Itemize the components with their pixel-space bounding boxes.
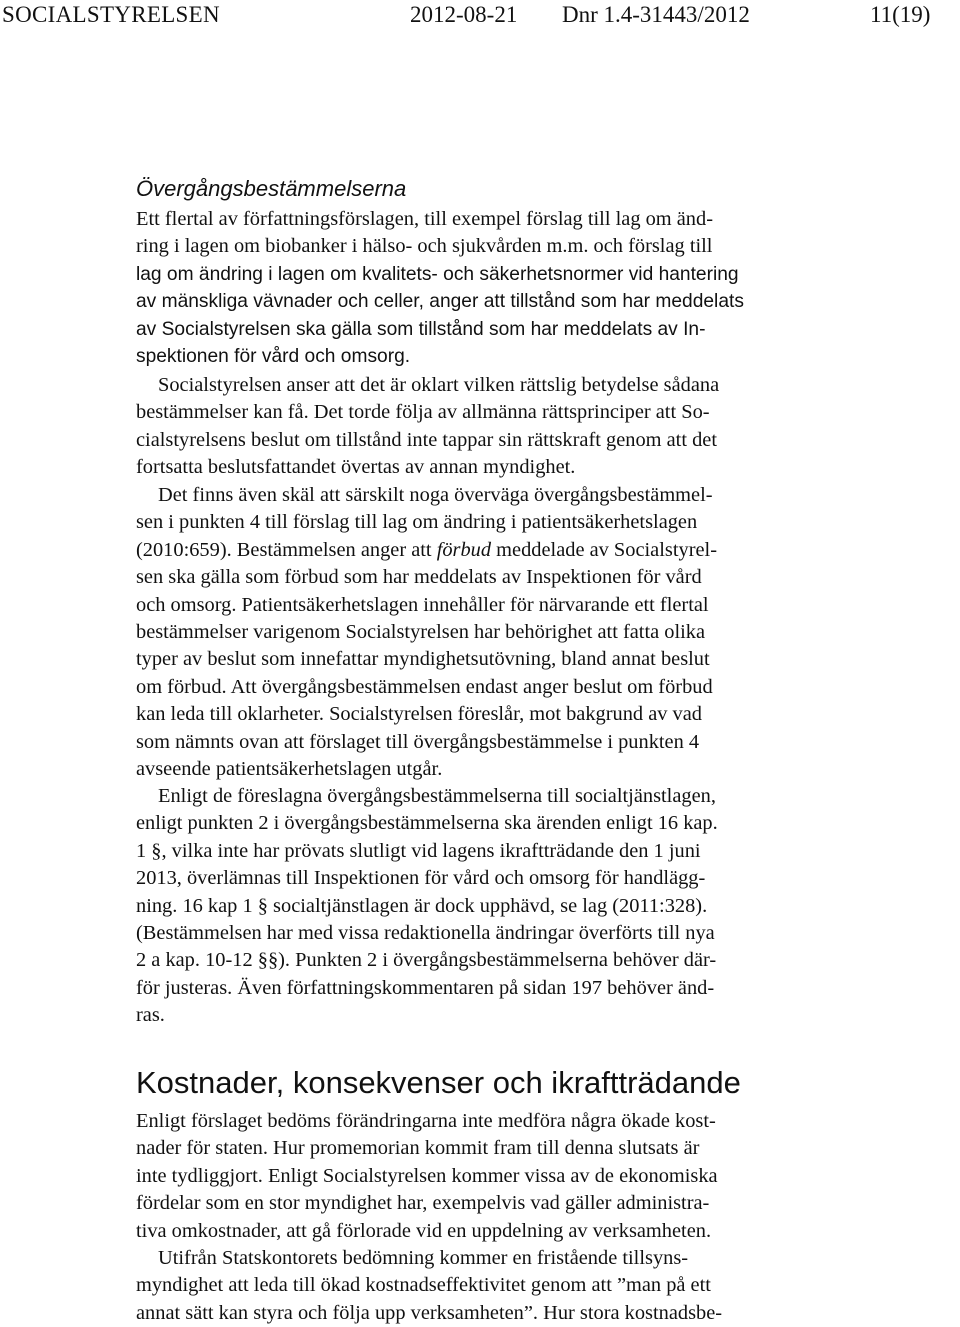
text-line: ring i lagen om biobanker i hälso- och sjukvården m.m. och förslag till xyxy=(136,235,713,258)
text-line: Socialstyrelsen anser att det är oklart vilken rättslig betydelse sådana xyxy=(158,374,720,396)
text-line: fördelar som en stor myndighet har, exempelvis vad gäller administra- xyxy=(136,1192,710,1215)
header-page-number: 11(19) xyxy=(870,2,931,27)
section-heading-costs: Kostnader, konsekvenser och ikraftträdande xyxy=(136,1065,741,1100)
paragraph-6 xyxy=(136,1245,816,1327)
text-line: ning. 16 kap 1 § socialtjänstlagen är dock upphävd, se lag (2011:328). xyxy=(136,894,708,917)
text-fragment: meddelade av Socialstyrel- xyxy=(491,538,717,561)
text-line: Ett flertal av författningsförslagen, till exempel förslag till lag om änd- xyxy=(136,208,713,230)
text-line: inte tydliggjort. Enligt Socialstyrelsen kommer vissa av de ekonomiska xyxy=(136,1164,718,1187)
text-line: lag om ändring i lagen om kvalitets- och säkerhetsnormer vid hantering xyxy=(136,263,739,285)
paragraph-1-sans-part xyxy=(136,261,816,371)
text-line: tiva omkostnader, att gå förlorade vid en uppdelning av verksamheten. xyxy=(136,1219,712,1242)
paragraph-1 xyxy=(136,206,816,370)
text-line: Det finns även skäl att särskilt noga överväga övergångsbestämmel- xyxy=(158,484,713,506)
paragraph-3 xyxy=(136,482,816,783)
page-header xyxy=(0,0,960,30)
text-line: myndighet att leda till ökad kostnadseffektivitet genom att ”man på ett xyxy=(136,1274,711,1297)
text-line: 1 §, vilka inte har prövats slutligt vid lagens ikraftträdande den 1 juni xyxy=(136,839,701,862)
text-line: typer av beslut som innefattar myndighetsutövning, bland annat beslut xyxy=(136,648,710,671)
text-line: spektionen för vård och omsorg. xyxy=(136,345,411,367)
text-line: bestämmelser varigenom Socialstyrelsen har behörighet att fatta olika xyxy=(136,620,706,643)
text-line: sen ska gälla som förbud som har meddelats av Inspektionen för vård xyxy=(136,566,702,589)
text-line: för justeras. Även författningskommentaren på sidan 197 behöver änd- xyxy=(136,976,715,999)
text-line: 2 a kap. 10-12 §§). Punkten 2 i övergångsbestämmelserna behöver där- xyxy=(136,949,717,972)
text-line: Enligt förslaget bedöms förändringarna inte medföra några ökade kost- xyxy=(136,1110,716,1132)
text-line: 2013, överlämnas till Inspektionen för vård och omsorg för handlägg- xyxy=(136,867,706,890)
header-date: 2012-08-21 xyxy=(410,2,518,27)
text-line: avseende patientsäkerhetslagen utgår. xyxy=(136,757,443,780)
text-line: om förbud. Att övergångsbestämmelsen endast anger beslut om förbud xyxy=(136,675,713,698)
text-fragment: (2010:659). Bestämmelsen anger att xyxy=(136,538,437,561)
text-line: av mänskliga vävnader och celler, anger att tillstånd som har meddelats xyxy=(136,291,744,313)
paragraph-2 xyxy=(136,372,816,482)
text-line: som nämnts ovan att förslaget till övergångsbestämmelse i punkten 4 xyxy=(136,730,700,753)
subheading-transitional-provisions: Övergångsbestämmelserna xyxy=(136,176,407,201)
text-line: nader för staten. Hur promemorian kommit fram till denna slutsats är xyxy=(136,1137,700,1160)
paragraph-5 xyxy=(136,1108,816,1245)
text-line: och omsorg. Patientsäkerhetslagen innehåller för närvarande ett flertal xyxy=(136,593,709,616)
italic-term: förbud xyxy=(436,538,492,561)
text-line: av Socialstyrelsen ska gälla som tillstånd som har meddelats av In- xyxy=(136,318,706,340)
text-line: cialstyrelsens beslut om tillstånd inte tappar sin rättskraft genom att det xyxy=(136,428,717,451)
text-line: (Bestämmelsen har med vissa redaktionella ändringar överförts till nya xyxy=(136,921,715,944)
text-line: Utifrån Statskontorets bedömning kommer en fristående tillsyns- xyxy=(158,1247,689,1269)
text-line: bestämmelser kan få. Det torde följa av allmänna rättsprinciper att So- xyxy=(136,401,710,424)
text-line-with-italic xyxy=(136,537,816,564)
text-line: fortsatta beslutsfattandet övertas av annan myndighet. xyxy=(136,456,576,479)
text-line: kan leda till oklarheter. Socialstyrelsen föreslår, mot bakgrund av vad xyxy=(136,703,702,726)
text-line: ras. xyxy=(136,1004,165,1027)
header-organization: SOCIALSTYRELSEN xyxy=(2,2,220,27)
text-line: sen i punkten 4 till förslag till lag om ändring i patientsäkerhetslagen xyxy=(136,511,698,534)
header-dnr: Dnr 1.4-31443/2012 xyxy=(562,2,750,27)
text-line: Enligt de föreslagna övergångsbestämmelserna till socialtjänstlagen, xyxy=(158,785,716,807)
text-line: annat sätt kan styra och följa upp verksamheten”. Hur stora kostnadsbe- xyxy=(136,1301,723,1324)
text-line: enligt punkten 2 i övergångsbestämmelserna ska ärenden enligt 16 kap. xyxy=(136,812,718,835)
paragraph-4 xyxy=(136,783,816,1030)
